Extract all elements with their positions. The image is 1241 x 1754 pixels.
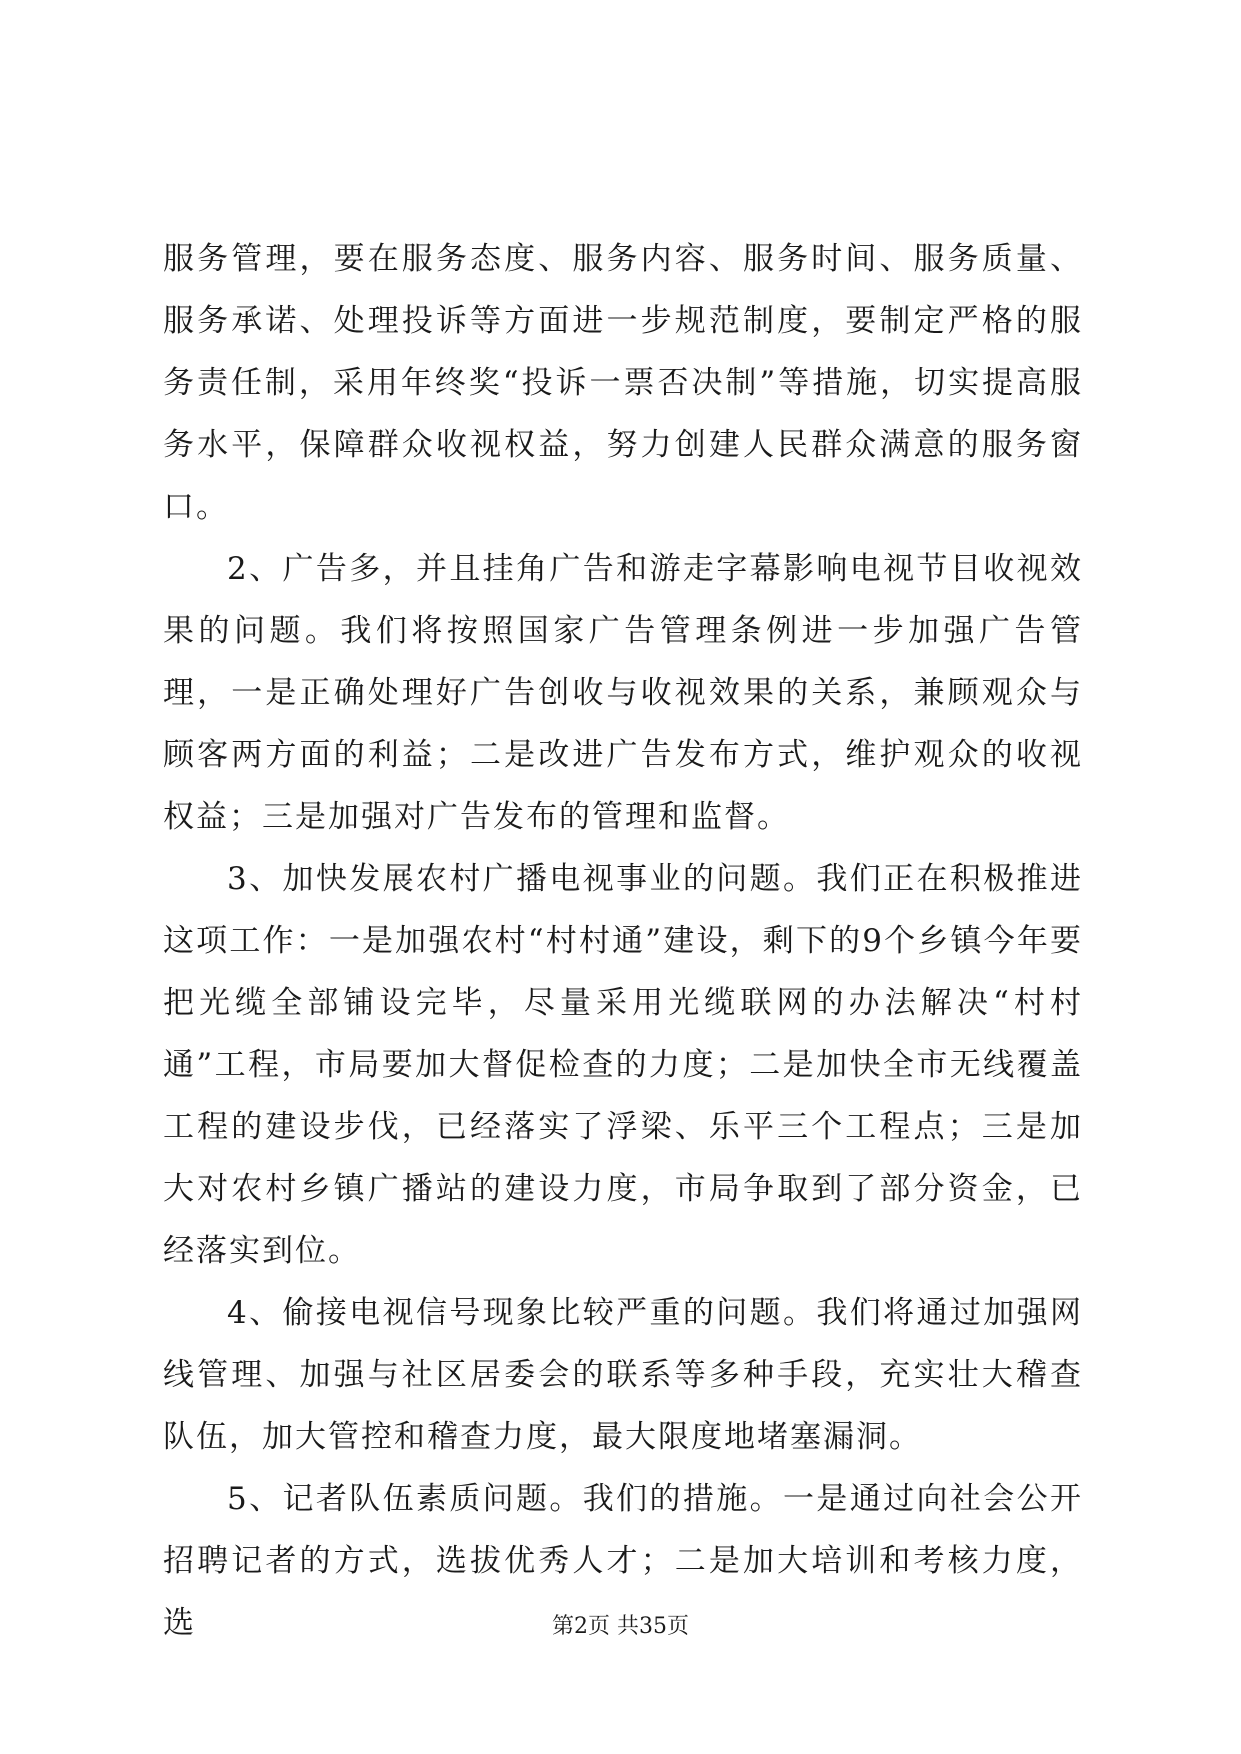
paragraph-item-3: 3、加快发展农村广播电视事业的问题。我们正在积极推进这项工作：一是加强农村“村村通”建设，剩下的9个乡镇今年要把光缆全部铺设完毕，尽量采用光缆联网的办法解决“村村通”工程，市局要加大督促检查的力度；二是加快全市无线覆盖工程的建设步伐，已经落实了浮梁、乐平三个工程点；三是加大对农村乡镇广播站的建设力度，市局争取到了部分资金，已经落实到位。 [163, 861, 1083, 1269]
paragraph-continued: 服务管理，要在服务态度、服务内容、服务时间、服务质量、服务承诺、处理投诉等方面进一步规范制度，要制定严格的服务责任制，采用年终奖“投诉一票否决制”等措施，切实提高服务水平，保障群众收视权益，努力创建人民群众满意的服务窗口。 [163, 241, 1083, 525]
page-number-footer: 第2页 共35页 [552, 1614, 689, 1639]
document-body [163, 228, 1083, 1654]
paragraph-item-5: 5、记者队伍素质问题。我们的措施。一是通过向社会公开招聘记者的方式，选拔优秀人才；二是加大培训和考核力度，选 [163, 1481, 1083, 1641]
paragraph-item-4: 4、偷接电视信号现象比较严重的问题。我们将通过加强网线管理、加强与社区居委会的联系等多种手段，充实壮大稽查队伍，加大管控和稽查力度，最大限度地堵塞漏洞。 [163, 1295, 1083, 1455]
paragraph-item-2: 2、广告多，并且挂角广告和游走字幕影响电视节目收视效果的问题。我们将按照国家广告管理条例进一步加强广告管理，一是正确处理好广告创收与收视效果的关系，兼顾观众与顾客两方面的利益；二是改进广告发布方式，维护观众的收视权益；三是加强对广告发布的管理和监督。 [163, 551, 1083, 835]
